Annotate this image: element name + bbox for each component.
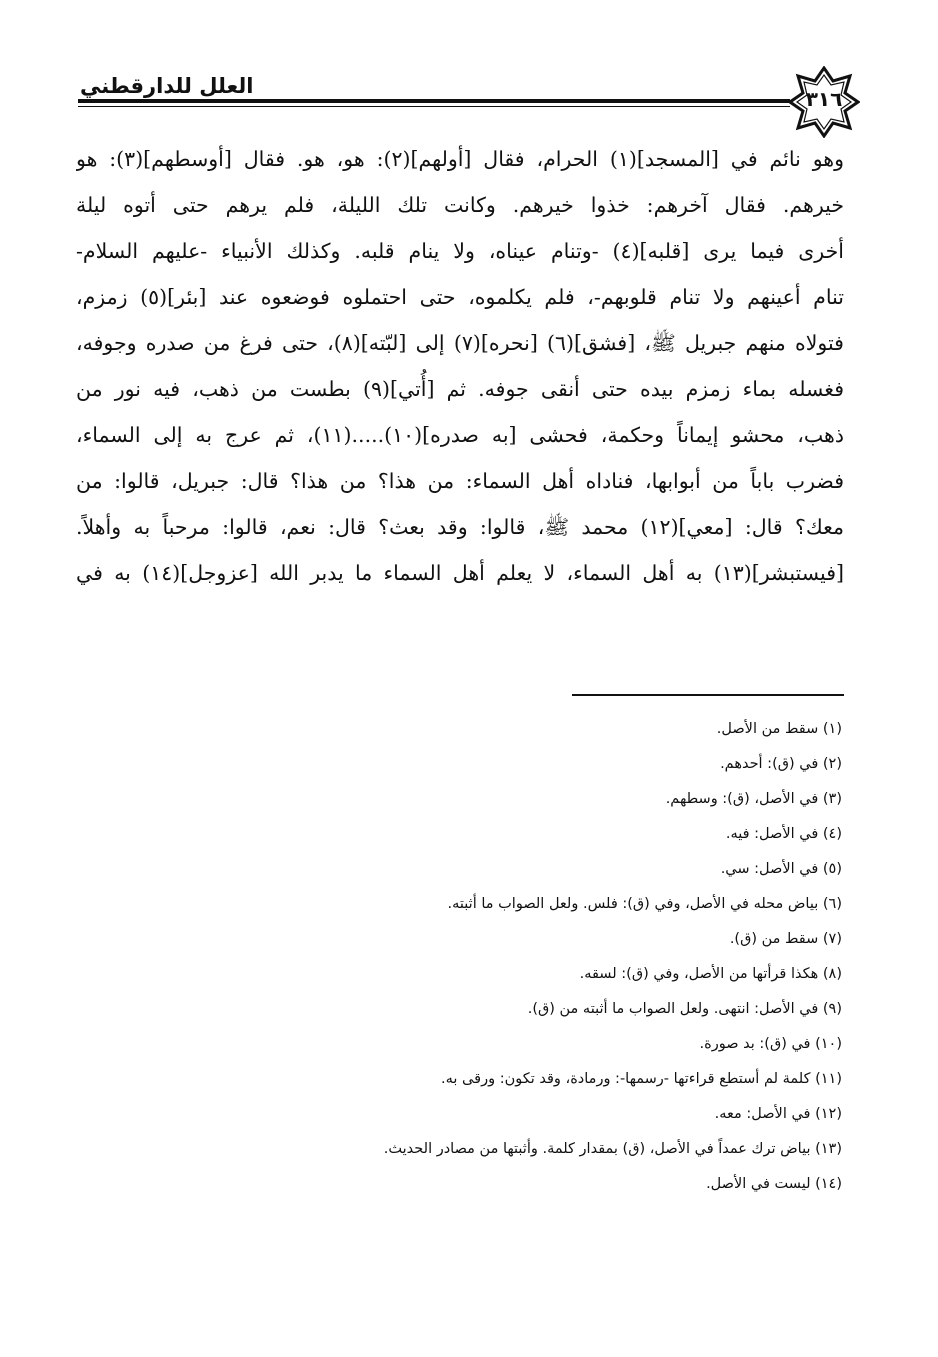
footnote: (١٣) بياض ترك عمداً في الأصل، (ق) بمقدار كلمة. وأثبتها من مصادر الحديث. xyxy=(383,1141,842,1157)
footnote: (٩) في الأصل: انتهى. ولعل الصواب ما أثبته من (ق). xyxy=(527,1001,842,1017)
header-rule-thin xyxy=(78,106,790,107)
footnote: (١٢) في الأصل: معه. xyxy=(714,1106,842,1122)
footnote: (١٤) ليست في الأصل. xyxy=(706,1176,842,1192)
footnote: (١١) كلمة لم أستطع قراءتها -رسمها-: ورمادة، وقد تكون: ورقى به. xyxy=(441,1071,842,1087)
text-line: وهو نائم في [المسجد](١) الحرام، فقال [أولهم](٢): هو، هو. فقال [أوسطهم](٣): هو xyxy=(76,147,844,171)
text-line: [فيستبشر](١٣) به أهل السماء، لا يعلم أهل السماء ما يدبر الله [عزوجل](١٤) به في xyxy=(76,561,844,585)
text-line: معك؟ قال: [معي](١٢) محمد ﷺ، قالوا: وقد بعث؟ قال: نعم، قالوا: مرحباً به وأهلاً. xyxy=(76,515,844,539)
text-line: خيرهم. فقال آخرهم: خذوا خيرهم. وكانت تلك الليلة، فلم يرهم حتى أتوه ليلة xyxy=(76,193,844,217)
text-line: فضرب باباً من أبوابها، فناداه أهل السماء: من هذا؟ من هذا؟ قال: جبريل، قالوا: من xyxy=(76,469,844,493)
text-line: ذهب، محشو إيماناً وحكمة، فحشى [به صدره](١٠).....(١١)، ثم عرج به إلى السماء، xyxy=(76,423,844,447)
footnote: (١) سقط من الأصل. xyxy=(716,721,842,737)
footnote: (٨) هكذا قرأتها من الأصل، وفي (ق): لسقه. xyxy=(579,966,842,982)
footnote-separator xyxy=(572,694,844,696)
page-number: ٣١٦ xyxy=(805,87,843,111)
text-line: تنام أعينهم ولا تنام قلوبهم-، فلم يكلموه، حتى احتملوه فوضعوه عند [بئر](٥) زمزم، xyxy=(76,285,844,309)
footnote: (٤) في الأصل: فيه. xyxy=(725,826,842,842)
footnote: (٥) في الأصل: سي. xyxy=(720,861,842,877)
footnote: (٧) سقط من (ق). xyxy=(729,931,842,947)
footnotes xyxy=(150,712,842,1202)
footnote: (١٠) في (ق): بد صورة. xyxy=(699,1036,842,1052)
text-line: فتولاه منهم جبريل ﷺ، [فشق](٦) [نحره](٧) إلى [لبّته](٨)، حتى فرغ من صدره وجوفه، xyxy=(76,331,844,355)
text-line: أخرى فيما يرى [قلبه](٤) -وتنام عيناه، ولا ينام قلبه. وكذلك الأنبياء -عليهم السلام- xyxy=(76,239,844,263)
text-line: فغسله بماء زمزم بيده حتى أنقى جوفه. ثم [أُتي](٩) بطست من ذهب، فيه نور من xyxy=(76,377,844,401)
main-text xyxy=(76,136,844,596)
footnote: (٢) في (ق): أحدهم. xyxy=(720,756,842,772)
header-rule xyxy=(78,99,790,103)
footnote: (٣) في الأصل، (ق): وسطهم. xyxy=(665,791,842,807)
running-title: العلل للدارقطني xyxy=(80,74,254,98)
footnote: (٦) بياض محله في الأصل، وفي (ق): فلس. ولعل الصواب ما أثبته. xyxy=(447,896,842,912)
